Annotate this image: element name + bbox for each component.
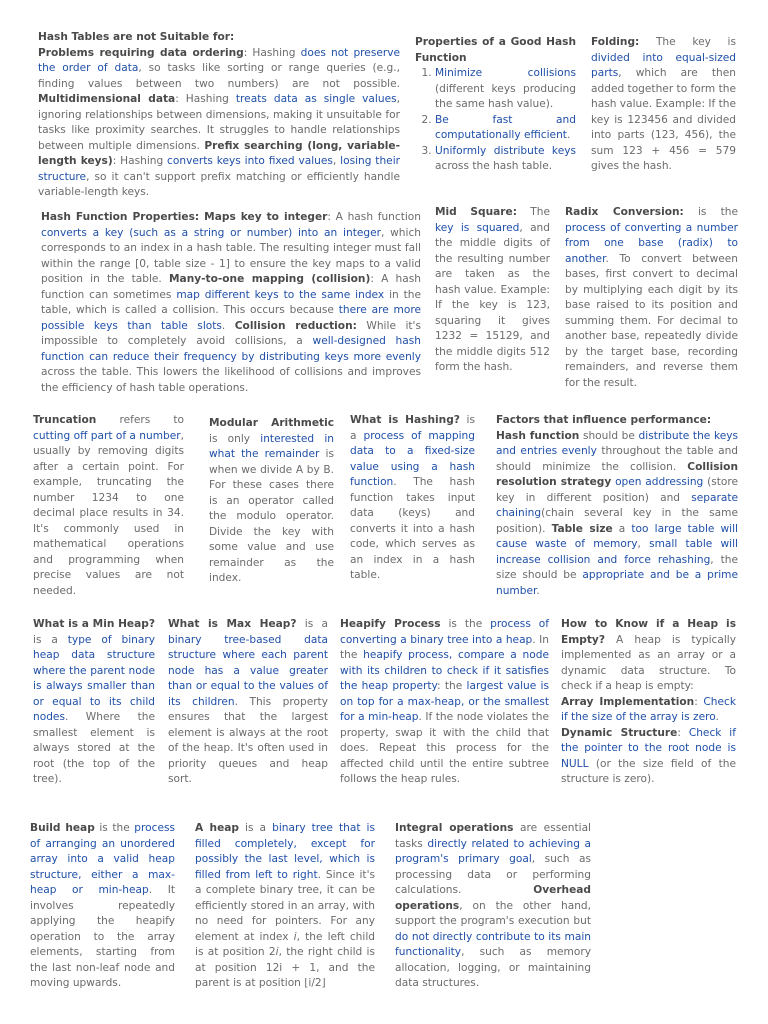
block-good-hash-function — [415, 35, 576, 175]
block-truncation: Truncation refers to cutting off part of a number, usually by removing digits after a certain point. For example, truncating the number 1234 to one decimal place results in 34. It's commonly used in mathematical operations and programming when precise values are not needed. — [33, 414, 184, 597]
heading: Hash Tables are not Suitable for: — [38, 31, 235, 43]
block-hash-function-properties: Hash Function Properties: Maps key to integer: A hash function converts a key (such as a string or number) into an integer, which corresponds to an index in a hash table. The resulting integer must fall within the range [0, table size - 1] to ensure the key maps to a valid position in the table. Many-to-one mapping (collision): A hash function can sometimes map different keys to the same index in the table, which is called a collision. This occurs because there are more possible keys than table slots. Collision reduction: While it's impossible to completely avoid collisions, a well-designed hash function can reduce their frequency by distributing keys more evenly across the table. This lowers the likelihood of collisions and improves the efficiency of hash table operations. — [41, 211, 422, 394]
block-build-heap: Build heap is the process of arranging an unordered array into a valid heap structure, either a max-heap or min-heap. It involves repeatedly applying the heapify operation to the array elements, starting from the last non-leaf node and moving upwards. — [30, 822, 176, 989]
block-integral-operations: Integral operations are essential tasks directly related to achieving a program's primary goal, such as processing data or performing calculations. Overhead operations, on the other hand, support the program's execution but do not directly contribute to its main functionality, such as memory allocation, logging, or maintaining data structures. — [395, 822, 591, 989]
block-what-is-hashing: What is Hashing? is a process of mapping data to a fixed-size value using a hash function. The hash function takes input data (keys) and converts it into a hash code, which serves as an index in a hash table. — [350, 414, 475, 581]
block-mid-square: Mid Square: The key is squared, and the middle digits of the resulting number are taken as the hash value. Example: If the key is 123, squaring it gives 1232 = 15129, and the middle digits 512 form the hash. — [435, 206, 551, 373]
list-item: 1. Minimize collisions (different keys producing the same hash value). — [435, 66, 576, 113]
block-a-heap: A heap is a binary tree that is filled completely, except for possibly the last level, which is filled from left to right. Since it's a complete binary tree, it can be efficiently stored in an array, with no need for pointers. For any element at index i, the left child is at position 2i, the right child is at position 12i + 1, and the parent is at position ⌊i/2⌋ — [195, 822, 376, 989]
list-item: 2. Be fast and computationally efficient. — [435, 113, 576, 144]
block-performance-factors: Factors that influence performance: Hash function should be distribute the keys and entries evenly throughout the table and should minimize the collision. Collision resolution strategy open addressing (store key in different position) and separate chaining(chain several key in the same position). Table size a too large table will cause waste of memory, small table will increase collision and force rehashing, the size should be appropriate and be a prime number. — [496, 414, 739, 597]
block-hash-tables-unsuitable: Hash Tables are not Suitable for: Problems requiring data ordering: Hashing does not preserve the order of data, so tasks like sorting or range queries (e.g., finding values between two numbers) are not possible. Multidimensional data: Hashing treats data as single values, ignoring relationships between dimensions, making it unsuitable for tasks like proximity searches. It struggles to handle relationships between multiple dimensions. Prefix searching (long, variable-length keys): Hashing converts keys into fixed values, losing their structure, so it can't support prefix matching or efficiently handle variable-length keys. — [38, 31, 401, 198]
properties-list — [415, 66, 576, 175]
list-item: 3. Uniformly distribute keys across the hash table. — [435, 144, 576, 175]
block-max-heap: What is Max Heap? is a binary tree-based data structure where each parent node has a value greater than or equal to the values of its children. This property ensures that the largest element is always at the root of the heap. It's often used in priority queues and heap sort. — [168, 618, 328, 785]
block-heapify-process: Heapify Process is the process of converting a binary tree into a heap. In the heapify process, compare a node with its children to check if it satisfies the heap property: the largest value is on top for a max-heap, or the smallest for a min-heap. If the node violates the property, swap it with the child that does. Repeat this process for the affected child until the entire subtree follows the heap rules. — [340, 618, 549, 785]
heading: Factors that influence performance: — [496, 414, 712, 426]
block-modular-arithmetic: Modular Arithmetic is only interested in what the remainder is when we divide A by B. For these cases there is an operator called the modulo operator. Divide the key with some value and use remainder as the index. — [209, 417, 334, 584]
heading: Properties of a Good Hash Function — [415, 36, 576, 64]
block-heap-empty: How to Know if a Heap is Empty? A heap is typically implemented as an array or a dynamic data structure. To check if a heap is empty: Array Implementation: Check if the size of the array is zero. Dynamic Structure: Check if the pointer to the root node is NULL (or the size field of the structure is zero). — [561, 618, 736, 785]
block-folding: Folding: The key is divided into equal-sized parts, which are then added together to form the hash value. Example: If the key is 123456 and divided into parts (123, 456), the sum 123 + 456 = 579 gives the hash. — [591, 36, 736, 172]
block-radix-conversion: Radix Conversion: is the process of converting a number from one base (radix) to another. To convert between bases, first convert to decimal by multiplying each digit by its base raised to its position and summing them. For decimal to another base, repeatedly divide by the target base, recording remainders, and reverse them for the result. — [565, 206, 738, 389]
block-min-heap: What is a Min Heap? is a type of binary heap data structure where the parent node is always smaller than or equal to its child nodes. Where the smallest element is always stored at the root (the top of the tree). — [33, 618, 155, 785]
